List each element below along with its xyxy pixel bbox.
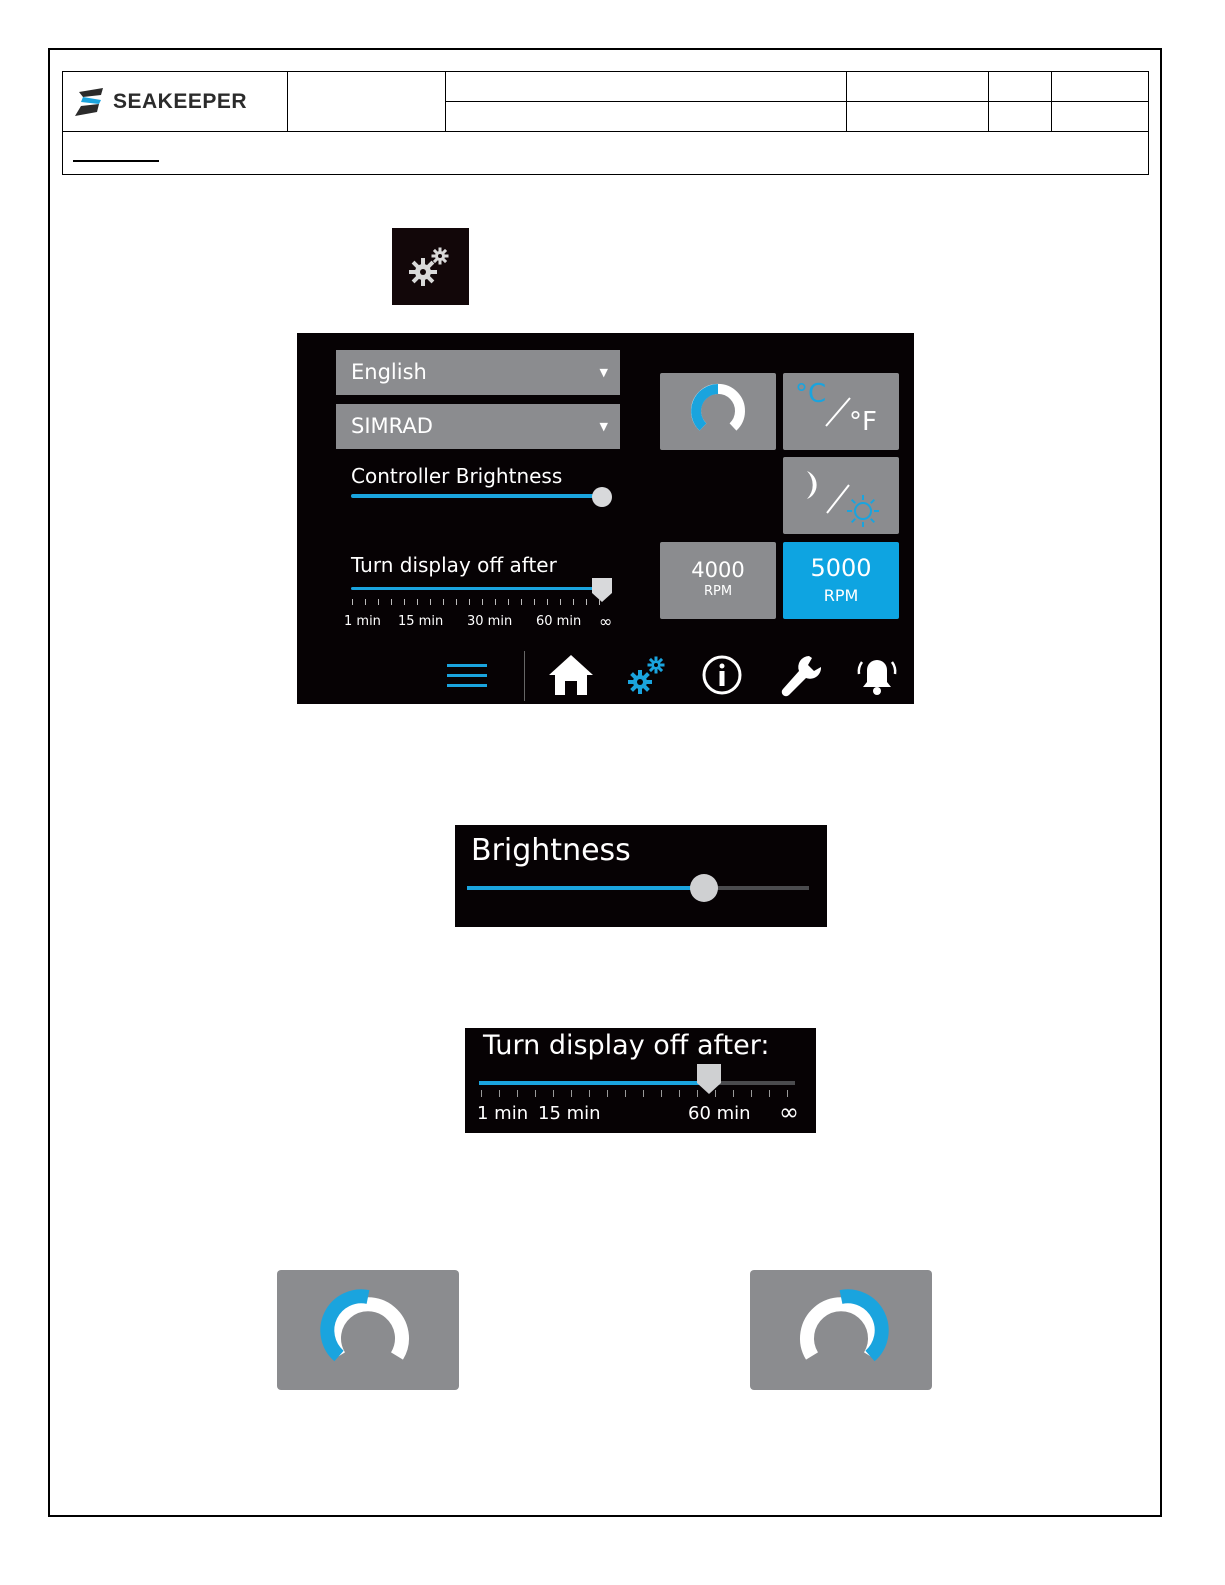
panel-slider-tick	[769, 1090, 770, 1097]
timeout-slider-knob[interactable]	[591, 577, 613, 603]
slider-tick	[430, 599, 431, 605]
tick-label-15min: 15 min	[398, 614, 444, 629]
timeout-panel	[465, 1028, 816, 1133]
gauge-icon	[277, 1270, 459, 1390]
timeout-panel-label: Turn display off after:	[483, 1030, 770, 1061]
gauge-style-option-1[interactable]	[277, 1270, 459, 1390]
panel-slider-tick	[751, 1090, 752, 1097]
panel-slider-tick	[715, 1090, 716, 1097]
panel-slider-tick	[499, 1090, 500, 1097]
gauge-icon	[750, 1270, 932, 1390]
seakeeper-logo	[73, 84, 283, 120]
slider-tick	[547, 599, 548, 605]
slider-tick	[521, 599, 522, 605]
slider-tick	[495, 599, 496, 605]
panel-slider-tick	[589, 1090, 590, 1097]
panel-slider-tick	[625, 1090, 626, 1097]
slider-tick	[417, 599, 418, 605]
tick-label-60min: 60 min	[536, 614, 582, 629]
timeout-panel-track-fill	[479, 1081, 709, 1085]
brightness-panel	[455, 825, 827, 927]
menu-icon[interactable]	[445, 661, 489, 691]
gauge-icon	[660, 373, 776, 450]
timeout-label: Turn display off after	[351, 553, 557, 577]
alarm-bell-icon[interactable]	[855, 654, 899, 698]
slider-tick	[508, 599, 509, 605]
gauge-style-option-2[interactable]	[750, 1270, 932, 1390]
wrench-icon[interactable]	[779, 653, 823, 699]
rpm-value: 4000	[691, 558, 745, 582]
panel-slider-tick	[607, 1090, 608, 1097]
info-icon[interactable]	[701, 654, 743, 696]
panel-slider-tick	[661, 1090, 662, 1097]
panel-slider-tick	[553, 1090, 554, 1097]
slider-tick	[391, 599, 392, 605]
brightness-label: Controller Brightness	[351, 464, 563, 488]
slider-tick	[443, 599, 444, 605]
brightness-slider-knob[interactable]	[592, 487, 612, 507]
rpm-value: 5000	[810, 554, 872, 582]
panel-slider-tick	[481, 1090, 482, 1097]
rpm-unit: RPM	[703, 584, 733, 599]
moon-icon	[807, 471, 817, 499]
settings-icon[interactable]	[625, 653, 669, 697]
language-select-value: English	[351, 360, 427, 384]
slider-tick	[352, 599, 353, 605]
slider-tick	[378, 599, 379, 605]
brightness-panel-knob[interactable]	[690, 874, 718, 902]
slider-tick	[560, 599, 561, 605]
night-day-mode-button[interactable]	[783, 457, 899, 534]
rpm-5000-button[interactable]	[783, 542, 899, 619]
slider-tick	[573, 599, 574, 605]
slider-tick	[456, 599, 457, 605]
temperature-unit-button[interactable]	[783, 373, 899, 450]
tick-label-30min: 30 min	[467, 614, 513, 629]
brightness-panel-track-fill	[467, 886, 703, 890]
seakeeper-logo-icon	[73, 86, 107, 118]
timeout-slider-track[interactable]	[351, 587, 601, 590]
panel-slider-tick	[697, 1090, 698, 1097]
display-select[interactable]	[336, 404, 620, 449]
slider-tick	[365, 599, 366, 605]
brightness-panel-label: Brightness	[471, 833, 631, 868]
home-icon[interactable]	[547, 653, 595, 697]
document-header	[62, 71, 1149, 175]
tick-label-infinity: ∞	[599, 612, 613, 631]
panel-tick-label-1min: 1 min	[477, 1103, 529, 1124]
panel-slider-tick	[733, 1090, 734, 1097]
underline-mark	[73, 160, 159, 162]
rpm-unit: RPM	[823, 586, 859, 605]
slider-tick	[404, 599, 405, 605]
panel-tick-label-infinity: ∞	[779, 1098, 799, 1126]
page-border	[48, 48, 1162, 1517]
display-select-value: SIMRAD	[351, 414, 433, 438]
gauge-style-button[interactable]	[660, 373, 776, 450]
panel-slider-tick	[787, 1090, 788, 1097]
slider-tick	[599, 599, 600, 605]
nav-divider	[524, 651, 525, 701]
language-select[interactable]	[336, 350, 620, 395]
slider-tick	[469, 599, 470, 605]
timeout-panel-knob[interactable]	[696, 1063, 722, 1095]
panel-slider-tick	[535, 1090, 536, 1097]
fahrenheit-label: °F	[849, 407, 877, 437]
slider-tick	[586, 599, 587, 605]
celsius-label: °C	[795, 379, 827, 409]
slash-divider	[827, 485, 849, 513]
panel-slider-tick	[643, 1090, 644, 1097]
rpm-4000-button[interactable]	[660, 542, 776, 619]
sun-icon	[847, 495, 879, 527]
panel-tick-label-15min: 15 min	[538, 1103, 601, 1124]
panel-slider-tick	[517, 1090, 518, 1097]
slider-tick	[534, 599, 535, 605]
panel-tick-label-60min: 60 min	[688, 1103, 751, 1124]
dropdown-arrow-icon: ▼	[599, 420, 608, 433]
logo-text: SEAKEEPER	[113, 90, 248, 113]
slider-tick	[482, 599, 483, 605]
settings-gear-icon	[392, 228, 469, 305]
settings-screen	[297, 333, 914, 704]
dropdown-arrow-icon: ▼	[599, 366, 608, 379]
brightness-slider-track[interactable]	[351, 494, 601, 498]
panel-slider-tick	[679, 1090, 680, 1097]
panel-slider-tick	[571, 1090, 572, 1097]
tick-label-1min: 1 min	[344, 614, 381, 629]
